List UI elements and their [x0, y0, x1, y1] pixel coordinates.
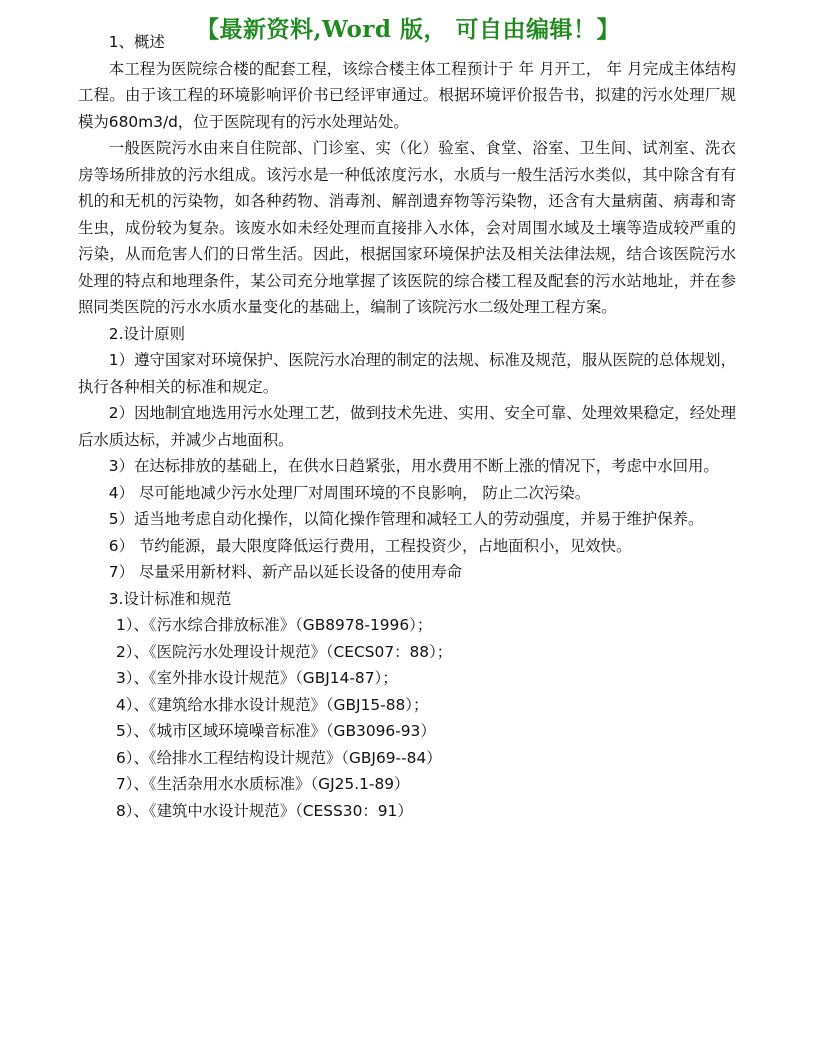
principle-item: 6） 节约能源，最大限度降低运行费用，工程投资少，占地面积小，见效快。 [108, 536, 632, 555]
standard-item: 7）、《生活杂用水水质标准》（GJ25.1-89） [116, 775, 410, 793]
standard-item: 4）、《建筑给水排水设计规范》（GBJ15-88）； [116, 695, 429, 714]
principle-item: 5）适当地考虑自动化操作，以简化操作管理和减轻工人的劳动强度，并易于维护保养。 [108, 510, 704, 528]
section-heading-design-principles: 2.设计原则 [108, 324, 186, 343]
standard-item: 6）、《给排水工程结构设计规范》（GBJ69--84） [116, 748, 442, 767]
principle-item: 2）因地制宜地选用污水处理工艺，做到技术先进、实用、安全可靠、处理效果稳定，经处理后水质达标，并减少占地面积。 [78, 404, 736, 449]
section-heading-overview: 1、概述 [108, 33, 165, 51]
paragraph: 一般医院污水由来自住院部、门诊室、实（化）验室、食堂、浴室、卫生间、试剂室、洗衣房等场所排放的污水组成。该污水是一种低浓度污水，水质与一般生活污水类似，其中除含有有机的和无机的污染物，如各种药物、消毒剂、解剖遗弃物等污染物，还含有大量病菌、病毒和寄生虫，成份较为复杂。该废水如未经处理而直接排入水体，会对周围水域及土壤等造成较严重的污染，从而危害人们的日常生活。因此，根据国家环境保护法及相关法律法规，结合该医院污水处理的特点和地理条件，某公司充分地掌握了该医院的综合楼工程及配套的污水站地址，并在参照同类医院的污水水质水量变化的基础上，编制了该院污水二级处理工程方案。 [78, 139, 736, 316]
principle-item: 4） 尽可能地减少污水处理厂对周围环境的不良影响， 防止二次污染。 [108, 483, 591, 502]
paragraph: 本工程为医院综合楼的配套工程，该综合楼主体工程预计于 年 月开工， 年 月完成主体结构工程。由于该工程的环境影响评价书已经评审通过。根据环境评价报告书，拟建的污水处理厂规模为680m3/d，位于医院现有的污水处理站处。 [78, 59, 736, 131]
document-body [78, 29, 736, 824]
principle-item: 7） 尽量采用新材料、新产品以延长设备的使用寿命 [108, 563, 463, 581]
principle-item: 3）在达标排放的基础上，在供水日趋紧张，用水费用不断上涨的情况下，考虑中水回用。 [108, 457, 719, 475]
section-heading-standards: 3.设计标准和规范 [108, 589, 232, 608]
standard-item: 3）、《室外排水设计规范》（GBJ14-87）； [116, 669, 398, 687]
standard-item: 1）、《污水综合排放标准》（GB8978-1996）； [116, 616, 433, 634]
standard-item: 5）、《城市区域环境噪音标准》（GB3096-93） [116, 722, 436, 740]
watermark-banner: 【最新资料,Word 版， 可自由编辑！】 [195, 16, 621, 43]
principle-item: 1）遵守国家对环境保护、医院污水冶理的制定的法规、标准及规范，服从医院的总体规划，执行各种相关的标准和规定。 [78, 351, 736, 396]
standard-item: 8）、《建筑中水设计规范》（CESS30：91） [116, 801, 413, 820]
standard-item: 2）、《医院污水处理设计规范》（CECS07：88）； [116, 642, 453, 661]
